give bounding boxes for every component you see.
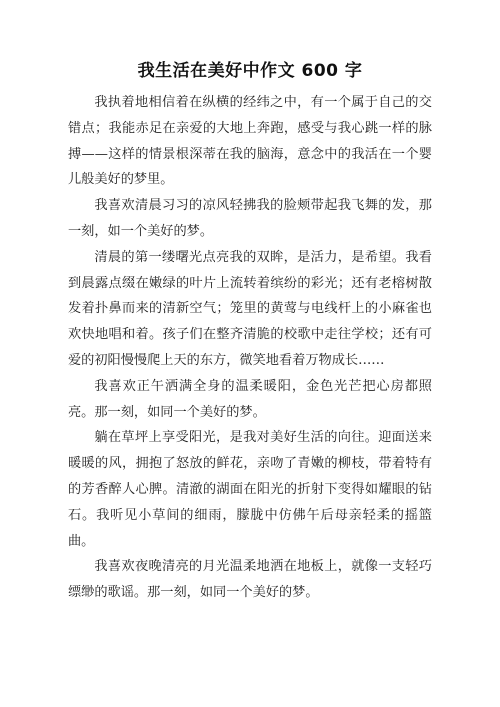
document-body: [68, 90, 432, 606]
paragraph-2: 我喜欢清晨习习的凉风轻拂我的脸颊带起我飞舞的发，那一刻，如一个美好的梦。: [68, 198, 432, 239]
paragraph-5: 躺在草坪上享受阳光，是我对美好生活的向往。迎面送来暖暖的风，拥抱了怒放的鲜花，亲吻了青嫩的柳枝，带着特有的芳香醉人心脾。清澈的湖面在阳光的折射下变得如耀眼的钻石。我听见小草间的细雨，朦胧中仿佛午后母亲轻柔的摇篮曲。: [68, 430, 432, 549]
paragraph-1: 我执着地相信着在纵横的经纬之中，有一个属于自己的交错点；我能赤足在亲爱的大地上奔跑，感受与我心跳一样的脉搏——这样的情景根深蒂在我的脑海，意念中的我活在一个婴儿般美好的梦里。: [68, 95, 432, 188]
paragraph-3: 清晨的第一缕曙光点亮我的双眸，是活力，是希望。我看到晨露点缀在嫩绿的叶片上流转着缤纷的彩光；还有老榕树散发着扑鼻而来的清新空气；笼里的黄莺与电线杆上的小麻雀也欢快地唱和着。孩子们在整齐清脆的校歌中走往学校；还有可爱的初阳慢慢爬上天的东方，微笑地看着万物成长……: [68, 249, 432, 368]
paragraph-6: 我喜欢夜晚清亮的月光温柔地洒在地板上，就像一支轻巧缥缈的歌谣。那一刻，如同一个美好的梦。: [68, 559, 432, 601]
paragraph-4: 我喜欢正午洒满全身的温柔暖阳，金色光芒把心房都照亮。那一刻，如同一个美好的梦。: [68, 378, 432, 420]
document-title: 我生活在美好中作文 600 字: [137, 61, 363, 81]
